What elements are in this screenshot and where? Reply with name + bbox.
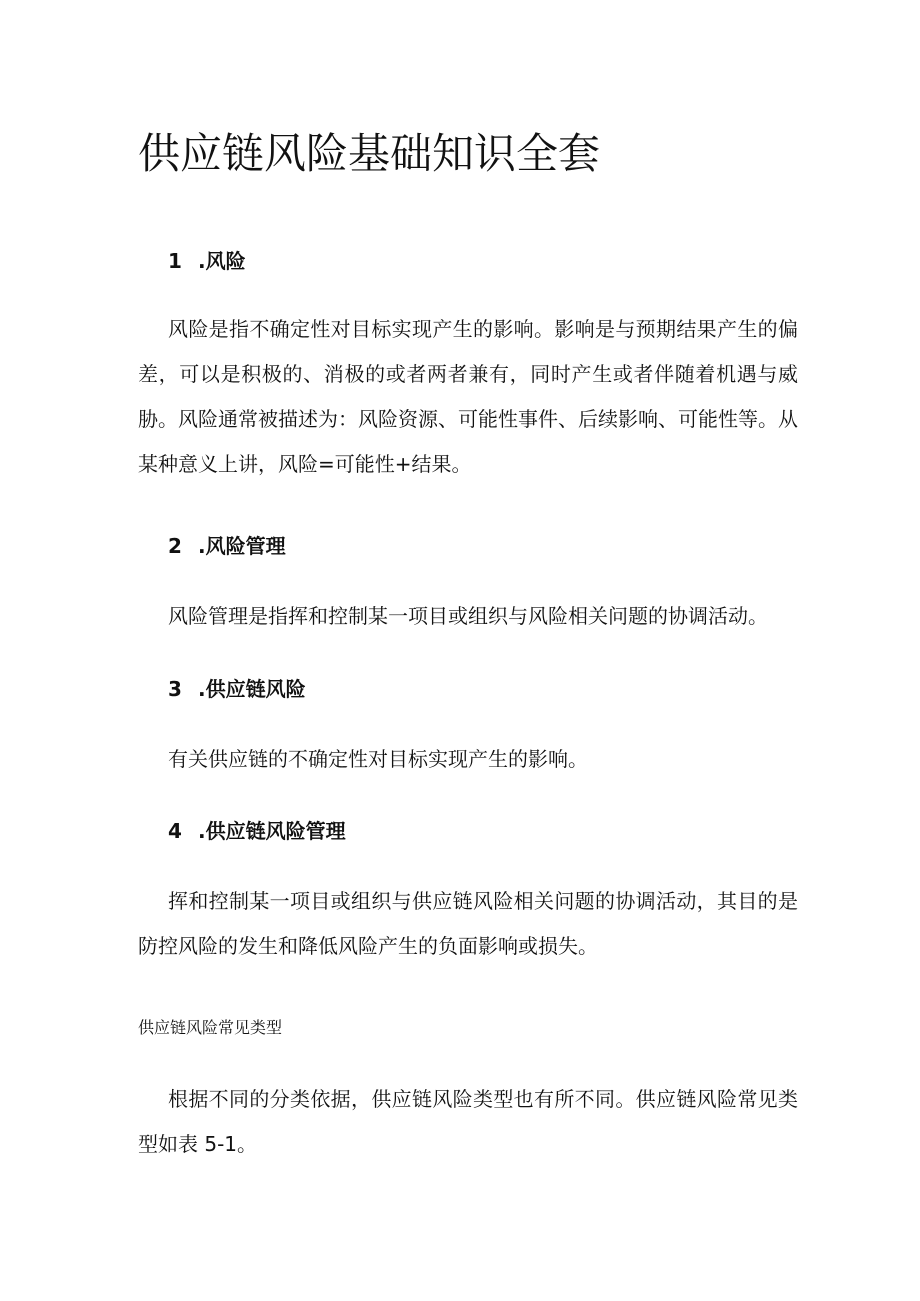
section-heading-text: .供应链风险管理 [198,819,346,843]
section-body-3: 有关供应链的不确定性对目标实现产生的影响。 [168,747,588,771]
section-heading-3 [168,675,306,703]
subsection-label: 供应链风险常见类型 [138,1018,283,1037]
section-heading-4 [168,817,346,845]
closing-paragraph: 根据不同的分类依据，供应链风险类型也有所不同。供应链风险常见类型如表 5-1。 [138,1087,798,1156]
section-body-4: 挥和控制某一项目或组织与供应链风险相关问题的协调活动，其目的是防控风险的发生和降低风险产生的负面影响或损失。 [138,889,798,958]
section-heading-text: .风险 [198,249,246,273]
section-heading-2 [168,532,286,560]
section-heading-text: .风险管理 [198,534,286,558]
section-heading-text: .供应链风险 [198,677,306,701]
section-number: 4 [168,819,182,843]
section-number: 2 [168,534,182,558]
page-title: 供应链风险基础知识全套 [138,129,601,178]
section-number: 1 [168,249,182,273]
section-body-1: 风险是指不确定性对目标实现产生的影响。影响是与预期结果产生的偏差，可以是积极的、消极的或者两者兼有，同时产生或者伴随着机遇与威胁。风险通常被描述为：风险资源、可能性事件、后续影响、可能性等。从某种意义上讲，风险=可能性+结果。 [138,317,798,476]
section-number: 3 [168,677,182,701]
section-body-2: 风险管理是指挥和控制某一项目或组织与风险相关问题的协调活动。 [168,604,768,628]
section-heading-1 [168,247,246,275]
